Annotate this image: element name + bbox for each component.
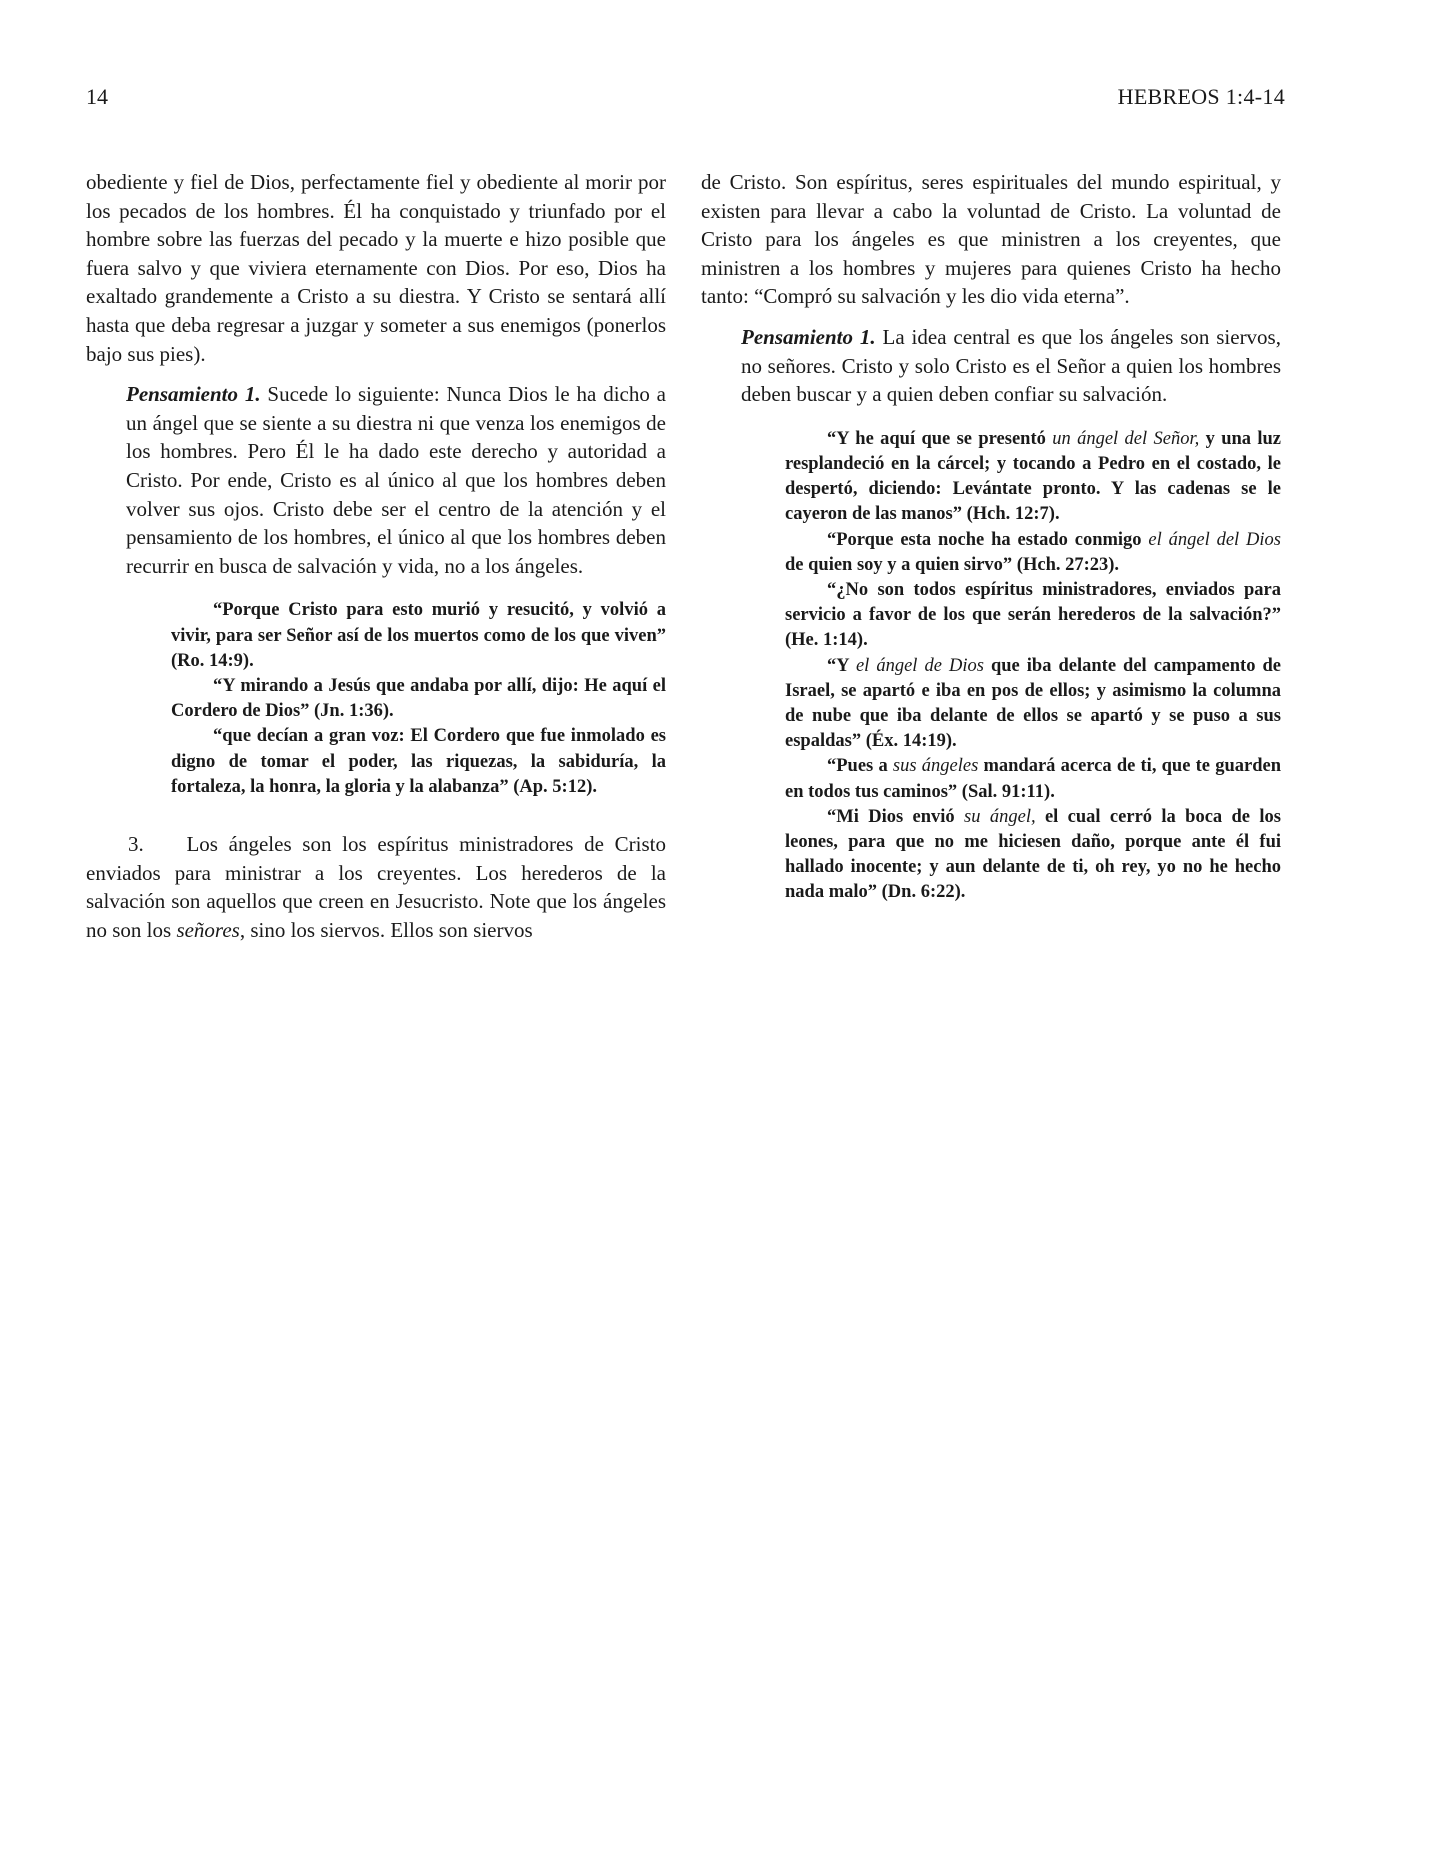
scripture-quote (785, 805, 1281, 906)
quote-text: “Porque esta noche ha estado conmigo (827, 529, 1149, 550)
quote-text: “Mi Dios envió (827, 806, 965, 827)
point-emphasis: señores (176, 917, 240, 942)
scripture-quote (785, 654, 1281, 755)
running-head: HEBREOS 1:4-14 (1117, 84, 1285, 109)
thought-label: Pensamiento 1. (126, 382, 261, 407)
scripture-quote (785, 528, 1281, 578)
page-number: 14 (86, 84, 108, 109)
scripture-quote: “Porque Cristo para esto murió y resucitó, y volvió a vivir, para ser Señor así de los muertos como de los que viven” (Ro. 14:9). (171, 600, 666, 671)
right-scripture-quotes (785, 427, 1281, 906)
right-paragraph-1: de Cristo. Son espíritus, seres espirituales del mundo espiritual, y existen para llevar a cabo la voluntad de Cristo. La voluntad de Cristo para los ángeles es que ministren a los creyentes, que ministren a los hombres y mujeres para quienes Cristo ha hecho tanto: “Compró su salvación y les dio vida eterna”. (701, 170, 1281, 309)
quote-text: y una luz resplandeció en la cárcel; y tocando a Pedro en el costado, le despertó, diciendo: Levántate pronto. Y las cadenas se le cayeron de las manos” (Hch. 12:7). (785, 428, 1282, 525)
left-thought (126, 380, 666, 580)
quote-emphasis: su ángel, (964, 806, 1036, 827)
quote-emphasis: sus ángeles (892, 756, 979, 777)
thought-text: La idea central es que los ángeles son siervos, no señores. Cristo y solo Cristo es el Señor a quien los hombres deben buscar y a quien deben confiar su salvación. (741, 324, 1281, 407)
quote-text: el cual cerró la boca de los leones, para que no me hiciesen daño, porque ante él fui hallado inocente; y aun delante de ti, oh rey, yo no he hecho nada malo” (Dn. 6:22). (785, 806, 1281, 903)
left-point-3 (86, 830, 666, 944)
scripture-quote (785, 754, 1281, 804)
thought-text: Sucede lo siguiente: Nunca Dios le ha dicho a un ángel que se siente a su diestra ni que venza los enemigos de los hombres. Pero Él le ha dado este derecho y autoridad a Cristo. Por ende, Cristo es al único al que los hombres deben volver sus ojos. Cristo debe ser el centro de la atención y el pensamiento de los hombres, el único al que los hombres deben recurrir en busca de salvación y vida, no a los ángeles. (126, 382, 666, 578)
thought-label: Pensamiento 1. (741, 324, 876, 349)
quote-text: que iba delante del campamento de Israel, se apartó e iba en pos de ellos; y asimismo la columna de nube que iba delante de ellos se apartó y se puso a sus espaldas” (Éx. 14:19). (785, 655, 1281, 752)
point-text: , sino los siervos. Ellos son siervos (239, 917, 533, 942)
quote-emphasis: el ángel de Dios (855, 655, 984, 676)
scripture-quote (785, 427, 1281, 528)
quote-text: de quien soy y a quien sirvo” (Hch. 27:23). (785, 554, 1120, 575)
point-text: Los ángeles son los espíritus ministradores de Cristo enviados para ministrar a los creyentes. Los herederos de la salvación son aquellos que creen en Jesucristo. Note que los ángeles no son los (86, 831, 666, 942)
point-number: 3. (128, 831, 144, 856)
quote-text: “Y he aquí que se presentó (827, 428, 1053, 449)
quote-text: “Pues a (827, 756, 893, 777)
quote-text: “Y (827, 655, 856, 676)
left-column (86, 168, 666, 944)
right-thought (741, 323, 1281, 409)
scripture-quote: “¿No son todos espíritus ministradores, enviados para servicio a favor de los que serán herederos de la salvación?” (He. 1:14). (785, 579, 1281, 651)
left-paragraph-1: obediente y fiel de Dios, perfectamente fiel y obediente al morir por los pecados de los hombres. Él ha conquistado y triunfado por el hombre sobre las fuerzas del pecado y la muerte e hizo posible que fuera salvo y que viviera eternamente con Dios. Por eso, Dios ha exaltado grandemente a Cristo a su diestra. Y Cristo se sentará allí hasta que deba regresar a juzgar y someter a sus enemigos (ponerlos bajo sus pies). (86, 170, 666, 366)
page-header (86, 84, 1285, 114)
scripture-quote: “que decían a gran voz: El Cordero que fue inmolado es digno de tomar el poder, las riquezas, la sabiduría, la fortaleza, la honra, la gloria y la alabanza” (Ap. 5:12). (171, 726, 666, 797)
scripture-quote: “Y mirando a Jesús que andaba por allí, dijo: He aquí el Cordero de Dios” (Jn. 1:36). (171, 675, 666, 722)
left-scripture-quotes (171, 598, 666, 800)
right-column (701, 168, 1281, 906)
quote-emphasis: un ángel del Señor, (1052, 428, 1200, 449)
quote-emphasis: el ángel del Dios (1148, 529, 1281, 550)
quote-text: mandará acerca de ti, que te guarden en todos tus caminos” (Sal. 91:11). (785, 756, 1281, 802)
